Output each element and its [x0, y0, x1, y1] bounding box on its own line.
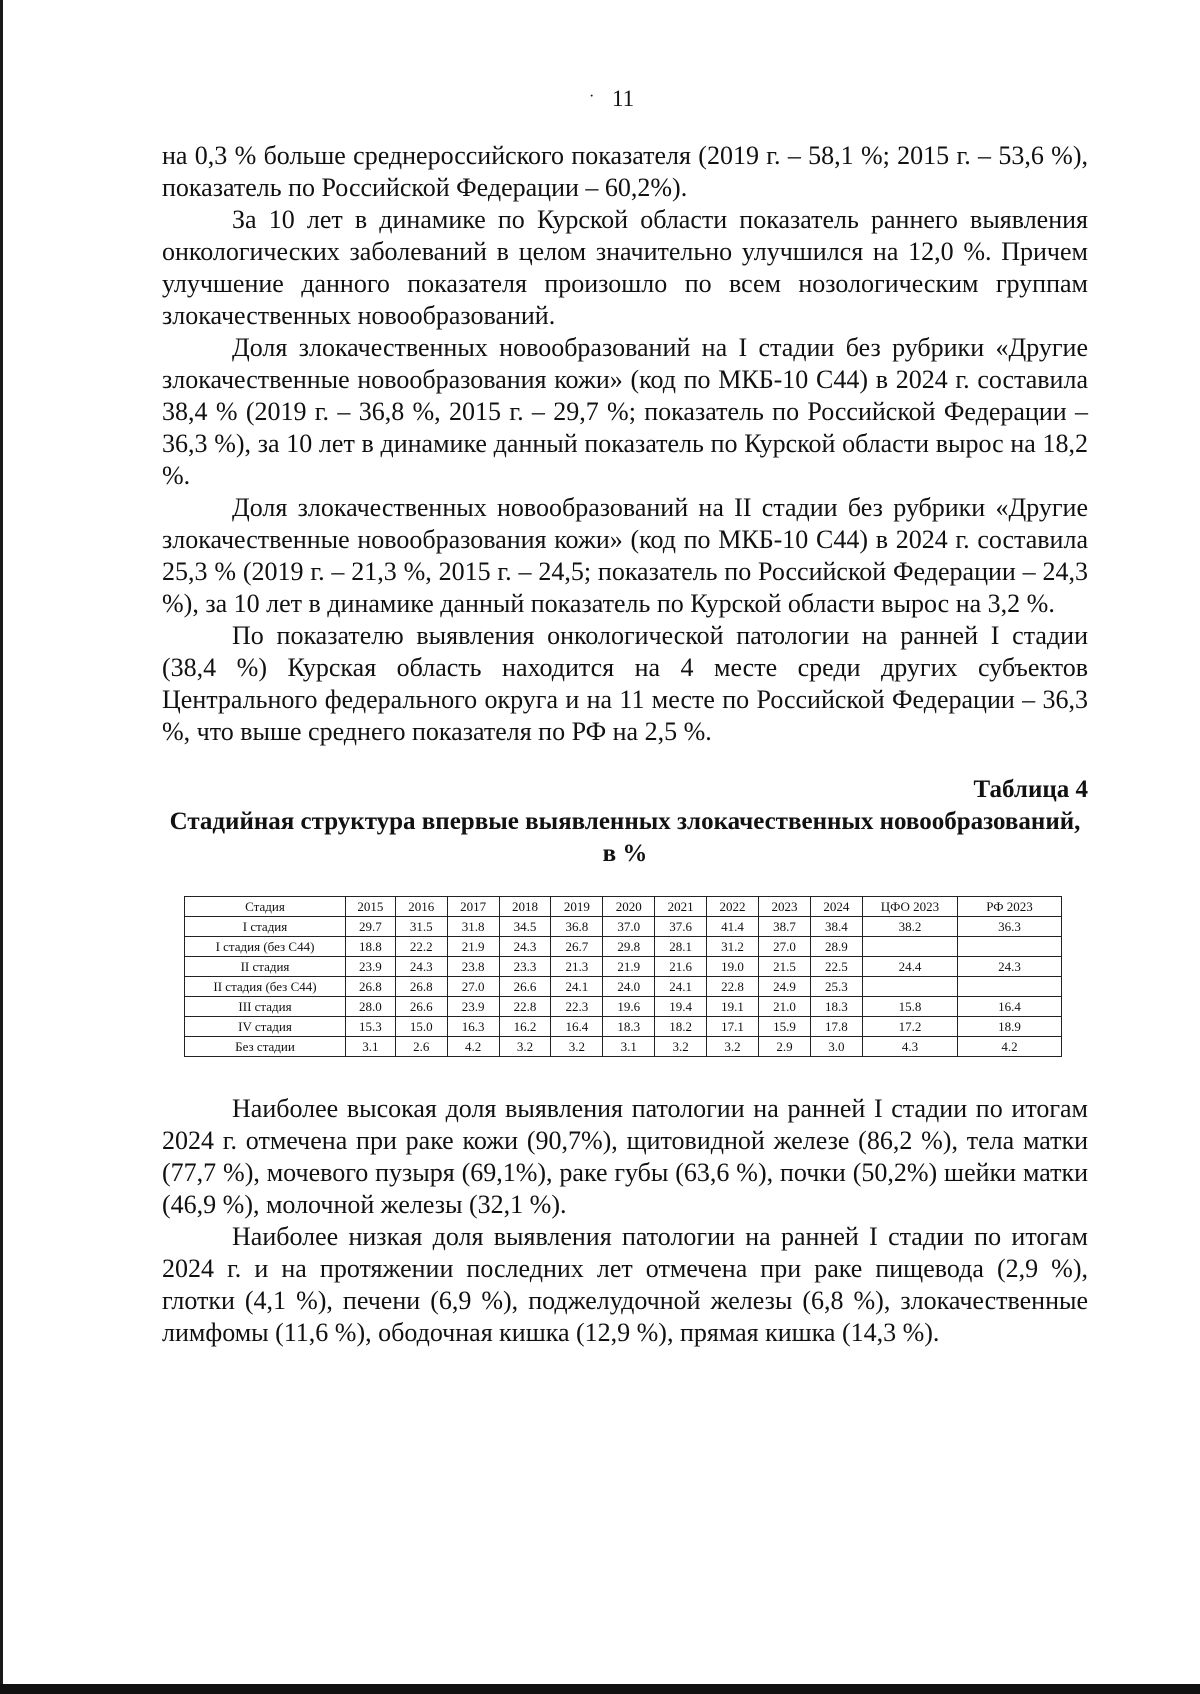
table-cell: 19.1	[707, 997, 759, 1017]
table-cell: 24.3	[958, 957, 1062, 977]
table-cell: 38.2	[862, 917, 957, 937]
table-cell: 22.8	[707, 977, 759, 997]
table-cell: 24.1	[655, 977, 707, 997]
table-cell: 21.9	[603, 957, 655, 977]
table-cell: 34.5	[499, 917, 551, 937]
table-cell: 38.4	[810, 917, 862, 937]
header-year: 2015	[345, 897, 395, 917]
table-cell: 4.3	[862, 1037, 957, 1057]
table-row	[185, 917, 1062, 937]
paragraph-early-detection: За 10 лет в динамике по Курской области показатель раннего выявления онкологических заболеваний в целом значительно улучшился на 12,0 %. Причем улучшение данного показателя произошло по всем нозологическим группам злокачественных новообразований.	[162, 205, 1088, 330]
header-stage: Стадия	[185, 897, 346, 917]
table-cell: 3.2	[707, 1037, 759, 1057]
table-cell: 26.6	[499, 977, 551, 997]
table-cell: 24.0	[603, 977, 655, 997]
header-year: 2018	[499, 897, 551, 917]
table-cell: 15.9	[759, 1017, 811, 1037]
table-cell: 24.3	[395, 957, 447, 977]
table-cell: 3.1	[603, 1037, 655, 1057]
header-year: 2016	[395, 897, 447, 917]
table-cell: 2.9	[759, 1037, 811, 1057]
table-cell: 16.4	[958, 997, 1062, 1017]
paragraph-stage-two: Доля злокачественных новообразований на II стадии без рубрики «Другие злокачественные новообразования кожи» (код по МКБ-10 С44) в 2024 г. составила 25,3 % (2019 г. – 21,3 %, 2015 г. – 24,5; показатель по Российской Федерации – 24,3 %), за 10 лет в динамике данный показатель по Курской области вырос на 3,2 %.	[162, 493, 1088, 618]
table-cell: 28.1	[655, 937, 707, 957]
table-cell: 31.2	[707, 937, 759, 957]
scan-border-left	[0, 0, 3, 1694]
table-cell: 21.9	[447, 937, 499, 957]
paragraph-lowest-rates: Наиболее низкая доля выявления патологии на ранней I стадии по итогам 2024 г. и на протяжении последних лет отмечена при раке пищевода (2,9 %), глотки (4,1 %), печени (6,9 %), поджелудочной железы (6,8 %), злокачественные лимфомы (11,6 %), ободочная кишка (12,9 %), прямая кишка (14,3 %).	[162, 1222, 1088, 1347]
table-cell	[958, 977, 1062, 997]
table-cell: 29.7	[345, 917, 395, 937]
table-cell: 22.2	[395, 937, 447, 957]
table-cell: 3.2	[499, 1037, 551, 1057]
table-cell: 4.2	[447, 1037, 499, 1057]
table-row	[185, 957, 1062, 977]
table-cell: 25.3	[810, 977, 862, 997]
stage-structure-table	[184, 896, 1062, 1057]
table-cell: 26.8	[345, 977, 395, 997]
table-cell: 18.3	[603, 1017, 655, 1037]
table-cell: 31.5	[395, 917, 447, 937]
table-cell: 27.0	[447, 977, 499, 997]
table-cell: 22.8	[499, 997, 551, 1017]
table-cell: 2.6	[395, 1037, 447, 1057]
table-cell: 21.6	[655, 957, 707, 977]
table-cell: 22.3	[551, 997, 603, 1017]
table-header-row	[185, 897, 1062, 917]
row-label: III стадия	[185, 997, 346, 1017]
table-cell: 4.2	[958, 1037, 1062, 1057]
table-cell: 21.3	[551, 957, 603, 977]
table-label: Таблица 4	[973, 776, 1088, 803]
header-year: 2020	[603, 897, 655, 917]
table-cell: 31.8	[447, 917, 499, 937]
table-cell: 15.3	[345, 1017, 395, 1037]
table-cell: 27.0	[759, 937, 811, 957]
table-row	[185, 1037, 1062, 1057]
row-label: I стадия	[185, 917, 346, 937]
table-title: Стадийная структура впервые выявленных злокачественных новообразований, в %	[169, 808, 1081, 867]
table-cell: 22.5	[810, 957, 862, 977]
table-cell: 28.0	[345, 997, 395, 1017]
paragraph-ranking: По показателю выявления онкологической патологии на ранней I стадии (38,4 %) Курская область находится на 4 месте среди других субъектов Центрального федерального округа и на 11 месте по Российской Федерации – 36,3 %, что выше среднего показателя по РФ на 2,5 %.	[162, 621, 1088, 746]
table-cell: 18.8	[345, 937, 395, 957]
table-cell: 15.8	[862, 997, 957, 1017]
table-cell: 37.6	[655, 917, 707, 937]
table-cell	[958, 937, 1062, 957]
header-rf-2023: РФ 2023	[958, 897, 1062, 917]
table-cell: 24.1	[551, 977, 603, 997]
table-cell: 24.4	[862, 957, 957, 977]
table-cell: 36.8	[551, 917, 603, 937]
table-cell: 16.2	[499, 1017, 551, 1037]
header-year: 2021	[655, 897, 707, 917]
table-cell: 21.5	[759, 957, 811, 977]
table-cell: 16.3	[447, 1017, 499, 1037]
table-cell	[862, 977, 957, 997]
header-year: 2019	[551, 897, 603, 917]
table-cell: 15.0	[395, 1017, 447, 1037]
paragraph-stage-one: Доля злокачественных новообразований на I стадии без рубрики «Другие злокачественные новообразования кожи» (код по МКБ-10 С44) в 2024 г. составила 38,4 % (2019 г. – 36,8 %, 2015 г. – 29,7 %; показатель по Российской Федерации – 36,3 %), за 10 лет в динамике данный показатель по Курской области вырос на 18,2 %.	[162, 333, 1088, 490]
table-cell: 23.3	[499, 957, 551, 977]
table-cell: 23.9	[345, 957, 395, 977]
row-label: II стадия	[185, 957, 346, 977]
table-cell: 24.3	[499, 937, 551, 957]
table-cell: 29.8	[603, 937, 655, 957]
table-cell: 41.4	[707, 917, 759, 937]
table-cell: 26.8	[395, 977, 447, 997]
page-number: 11	[612, 86, 635, 111]
table-cell: 3.2	[655, 1037, 707, 1057]
table-row	[185, 937, 1062, 957]
document-body	[162, 140, 1088, 1349]
paragraph-highest-rates: Наиболее высокая доля выявления патологии на ранней I стадии по итогам 2024 г. отмечена при раке кожи (90,7%), щитовидной железе (86,2 %), тела матки (77,7 %), мочевого пузыря (69,1%), раке губы (63,6 %), почки (50,2%) шейки матки (46,9 %), молочной железы (32,1 %).	[162, 1094, 1088, 1219]
table-cell: 26.7	[551, 937, 603, 957]
scan-border-bottom	[0, 1684, 1200, 1694]
table-cell: 19.6	[603, 997, 655, 1017]
row-label: IV стадия	[185, 1017, 346, 1037]
table-cell: 3.2	[551, 1037, 603, 1057]
table-cell: 37.0	[603, 917, 655, 937]
table-cell: 17.2	[862, 1017, 957, 1037]
header-cfo-2023: ЦФО 2023	[862, 897, 957, 917]
header-year: 2023	[759, 897, 811, 917]
table-cell: 24.9	[759, 977, 811, 997]
table-cell: 38.7	[759, 917, 811, 937]
table-cell: 23.8	[447, 957, 499, 977]
table-cell: 3.0	[810, 1037, 862, 1057]
table-cell: 18.9	[958, 1017, 1062, 1037]
table-cell: 28.9	[810, 937, 862, 957]
header-year: 2017	[447, 897, 499, 917]
row-label: Без стадии	[185, 1037, 346, 1057]
row-label: I стадия (без С44)	[185, 937, 346, 957]
paragraph-continuation: на 0,3 % больше среднероссийского показателя (2019 г. – 58,1 %; 2015 г. – 53,6 %), показатель по Российской Федерации – 60,2%).	[162, 141, 1088, 202]
table-cell: 23.9	[447, 997, 499, 1017]
table-cell: 21.0	[759, 997, 811, 1017]
table-cell: 17.1	[707, 1017, 759, 1037]
table-cell: 18.2	[655, 1017, 707, 1037]
table-cell: 18.3	[810, 997, 862, 1017]
header-year: 2024	[810, 897, 862, 917]
row-label: II стадия (без С44)	[185, 977, 346, 997]
table-cell: 19.4	[655, 997, 707, 1017]
table-cell: 16.4	[551, 1017, 603, 1037]
table-cell: 36.3	[958, 917, 1062, 937]
table-cell: 19.0	[707, 957, 759, 977]
table-cell	[862, 937, 957, 957]
table-row	[185, 977, 1062, 997]
table-row	[185, 1017, 1062, 1037]
table-cell: 3.1	[345, 1037, 395, 1057]
table-cell: 17.8	[810, 1017, 862, 1037]
table-row	[185, 997, 1062, 1017]
table-cell: 26.6	[395, 997, 447, 1017]
stray-mark: ·	[589, 88, 595, 105]
header-year: 2022	[707, 897, 759, 917]
